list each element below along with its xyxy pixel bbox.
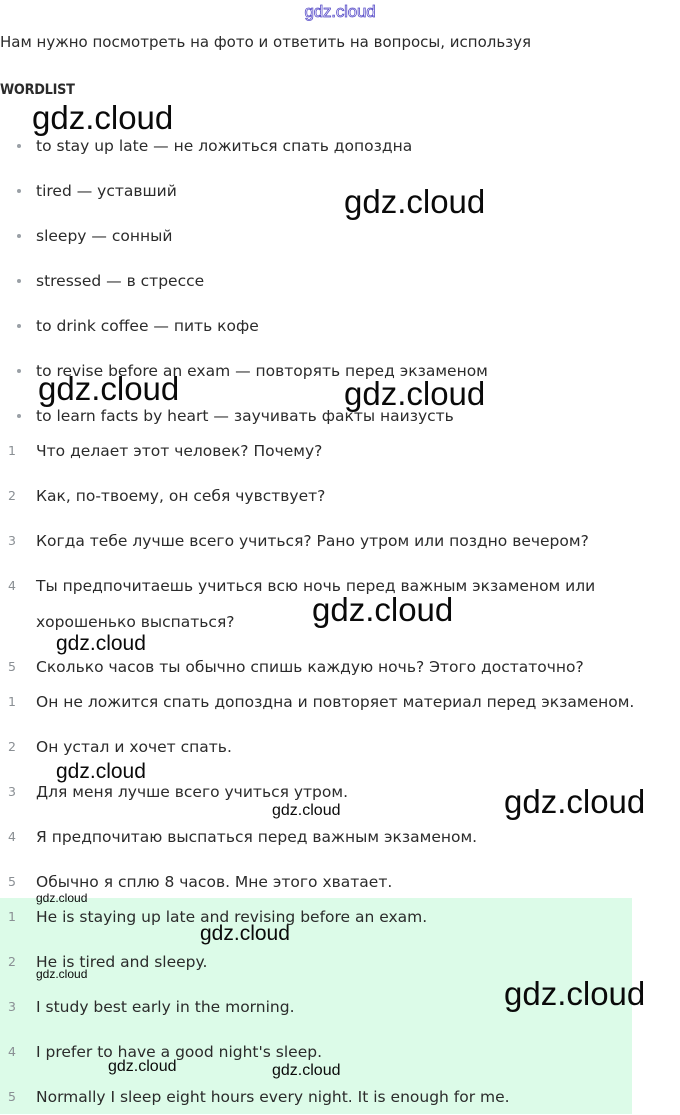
wordlist-item-text: to stay up late — не ложиться спать допоздна <box>36 137 413 155</box>
watermark: gdz.cloud <box>344 375 486 412</box>
item-number: 3 <box>8 999 16 1014</box>
bullet-icon <box>17 144 21 148</box>
watermark: gdz.cloud <box>108 1058 177 1075</box>
intro-text: Нам нужно посмотреть на фото и ответить на вопросы, используя <box>0 33 532 51</box>
watermark: gdz.cloud <box>504 783 646 820</box>
watermark: gdz.cloud <box>36 967 88 981</box>
watermark: gdz.cloud <box>344 183 486 220</box>
answer-text: I prefer to have a good night's sleep. <box>36 1043 322 1061</box>
bullet-icon <box>17 279 21 283</box>
question-text: Как, по-твоему, он себя чувствует? <box>36 487 326 505</box>
wordlist-title: WORDLIST <box>0 82 75 98</box>
header-watermark: gdz.cloud <box>304 2 376 21</box>
item-number: 4 <box>8 1044 16 1059</box>
answer-text: Для меня лучше всего учиться утром. <box>36 783 348 801</box>
bullet-icon <box>17 414 21 418</box>
wordlist-item-text: sleepy — сонный <box>36 227 173 245</box>
watermark: gdz.cloud <box>312 591 454 628</box>
item-number: 4 <box>8 578 16 593</box>
question-text: хорошенько выспаться? <box>36 613 235 631</box>
bullet-icon <box>17 189 21 193</box>
bullet-icon <box>17 369 21 373</box>
answer-text: I study best early in the morning. <box>36 998 295 1016</box>
wordlist-item-text: tired — уставший <box>36 182 177 200</box>
wordlist-item-text: to revise before an exam — повторять перед экзаменом <box>36 362 488 380</box>
question-text: Ты предпочитаешь учиться всю ночь перед важным экзаменом или <box>36 577 596 595</box>
answer-text: He is tired and sleepy. <box>36 953 208 971</box>
item-number: 1 <box>8 443 16 458</box>
item-number: 5 <box>8 659 16 674</box>
item-number: 1 <box>8 694 16 709</box>
item-number: 4 <box>8 829 16 844</box>
wordlist-item-text: to drink coffee — пить кофе <box>36 317 259 335</box>
watermark: gdz.cloud <box>272 1062 341 1079</box>
bullet-icon <box>17 234 21 238</box>
item-number: 2 <box>8 954 16 969</box>
wordlist-item-text: to learn facts by heart — заучивать факты наизусть <box>36 407 454 425</box>
watermark: gdz.cloud <box>36 891 88 905</box>
item-number: 2 <box>8 739 16 754</box>
item-number: 5 <box>8 874 16 889</box>
watermark: gdz.cloud <box>272 802 341 819</box>
item-number: 2 <box>8 488 16 503</box>
answer-text: Я предпочитаю выспаться перед важным экзаменом. <box>36 828 478 846</box>
wordlist-item-text: stressed — в стрессе <box>36 272 205 290</box>
question-text: Когда тебе лучше всего учиться? Рано утром или поздно вечером? <box>36 532 589 550</box>
question-text: Что делает этот человек? Почему? <box>36 442 323 460</box>
bullet-icon <box>17 324 21 328</box>
watermark: gdz.cloud <box>504 975 646 1012</box>
watermark: gdz.cloud <box>56 632 146 655</box>
item-number: 1 <box>8 909 16 924</box>
item-number: 3 <box>8 784 16 799</box>
watermark: gdz.cloud <box>32 99 174 136</box>
answer-text: Он не ложится спать допоздна и повторяет материал перед экзаменом. <box>36 693 635 711</box>
item-number: 3 <box>8 533 16 548</box>
item-number: 5 <box>8 1089 16 1104</box>
watermark: gdz.cloud <box>200 922 290 945</box>
answer-text: Он устал и хочет спать. <box>36 738 232 756</box>
watermark: gdz.cloud <box>56 760 146 783</box>
question-text: Сколько часов ты обычно спишь каждую ночь? Этого достаточно? <box>36 658 584 676</box>
answer-text: Normally I sleep eight hours every night. It is enough for me. <box>36 1088 510 1106</box>
answer-text: He is staying up late and revising before an exam. <box>36 908 428 926</box>
answer-text: Обычно я сплю 8 часов. Мне этого хватает. <box>36 873 393 891</box>
watermark: gdz.cloud <box>38 370 180 407</box>
